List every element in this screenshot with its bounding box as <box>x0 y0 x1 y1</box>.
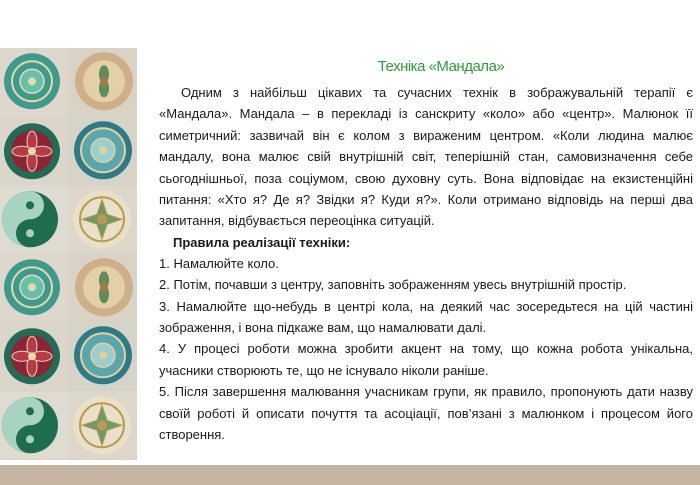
rule-item: 4. У процесі роботи можна зробити акцент на тому, що кожна робота унікальна, учасники створюють те, що не існувало ніколи раніше. <box>159 341 693 378</box>
mandala-image <box>0 185 68 254</box>
rule-item: 2. Потім, почавши з центру, заповніть зображенням увесь внутрішній простір. <box>159 277 627 293</box>
rules-heading: Правила реалізації техніки: <box>173 234 351 250</box>
rule-item: 1. Намалюйте коло. <box>159 255 279 271</box>
mandala-image <box>68 322 137 391</box>
mandala-image <box>68 254 137 323</box>
mandala-image <box>0 322 68 391</box>
mandala-image-strip <box>0 48 137 460</box>
mandala-image <box>0 391 68 460</box>
mandala-image <box>0 254 68 323</box>
bottom-decor-bar <box>0 465 700 485</box>
mandala-image <box>0 48 68 117</box>
slide-title: Техніка «Мандала» <box>377 58 505 75</box>
mandala-image <box>68 48 137 117</box>
mandala-image <box>68 117 137 186</box>
rules-list <box>159 253 693 446</box>
intro-paragraph: Одним з найбільш цікавих та сучасних технік в зображувальній терапії є «Мандала». Мандала – в перекладі із санскриту «коло» або «центр». Малюнок її симетричний: зазвичай він є колом з вираженим центром. «Коли людина малює мандалу, вона малює свій внутрішній світ, теперішній стан, самовизначення себе сьогоднішньої, поза соціумом, свою духовну суть. Вона відповідає на екзистенційні питання: «Хто я? Де я? Звідки я? Куди я?». Коли отримано відповідь на перші два запитання, відбувається переоцінка ситуацій. <box>159 85 693 229</box>
rule-item: 5. Після завершення малювання учасникам групи, як правило, пропонують дати назву своїй роботі й описати почуття та асоціації, пов’язані з малюнком і процесом його створення. <box>159 384 693 443</box>
rule-item: 3. Намалюйте що-небудь в центрі кола, на деякий час зосередьтеся на цій частині зображення, і вона підкаже вам, що намалювати далі. <box>159 298 693 336</box>
mandala-image <box>68 391 137 460</box>
mandala-image <box>0 117 68 186</box>
mandala-image <box>68 185 137 254</box>
slide-content <box>159 58 693 446</box>
